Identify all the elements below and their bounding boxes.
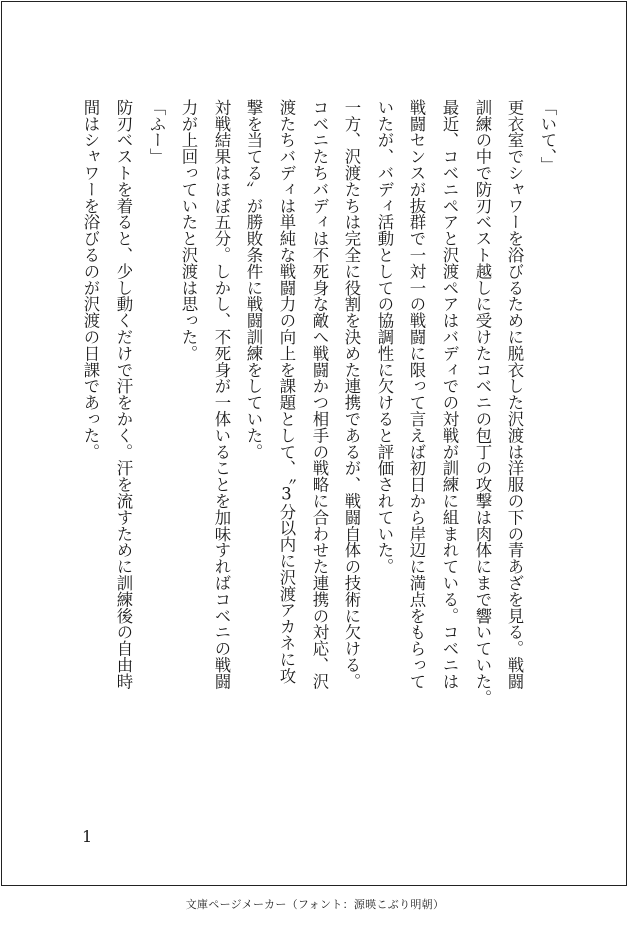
text-line: コベニたちバディは不死身な敵へ戦闘かつ相手の戦略に合わせた連携の対応、沢: [310, 99, 329, 690]
text-line: 対戦結果はほぼ五分。しかし、不死身が一体いることを加味すればコベニの戦闘: [212, 99, 231, 690]
text-line: 渡たちバディは単純な戦闘力の向上を課題として、〝3分以内に沢渡アカネに攻: [277, 99, 296, 684]
page-frame: [1, 1, 627, 886]
page-number: 1: [82, 827, 93, 846]
footer-credit: 文庫ページメーカー（フォント：源暎こぶり明朝）: [185, 898, 445, 911]
text-line: 訓練の中で防刃ベスト越しに受けたコベニの包丁の攻撃は肉体にまで響いていた。: [473, 99, 492, 706]
text-line: 撃を当てる〟が勝敗条件に戦闘訓練をしていた。: [244, 99, 263, 460]
text-line: 最近、コベニペアと沢渡ペアはバディでの対戦が訓練に組まれている。コベニは: [440, 99, 459, 690]
text-line: 一方、沢渡たちは完全に役割を決めた連携であるが、戦闘自体の技術に欠ける。: [342, 99, 361, 690]
text-line: 「いて、」: [538, 99, 557, 173]
text-line: 間はシャワーを浴びるのが沢渡の日課であった。: [81, 99, 100, 460]
text-line: 戦闘センスが抜群で一対一の戦闘に限って言えば初日から岸辺に満点をもらって: [407, 99, 426, 690]
text-line: 「ふー」: [147, 99, 166, 165]
text-line: いたが、バディ活動としての協調性に欠けると評価されていた。: [375, 99, 394, 575]
text-line: 更衣室でシャワーを浴びるために脱衣した沢渡は洋服の下の青あざを見る。戦闘: [505, 99, 524, 690]
text-line: 力が上回っていたと沢渡は思った。: [179, 99, 198, 362]
text-line: 防刃ベストを着ると、少し動くだけで汗をかく。汗を流すために訓練後の自由時: [114, 99, 133, 690]
